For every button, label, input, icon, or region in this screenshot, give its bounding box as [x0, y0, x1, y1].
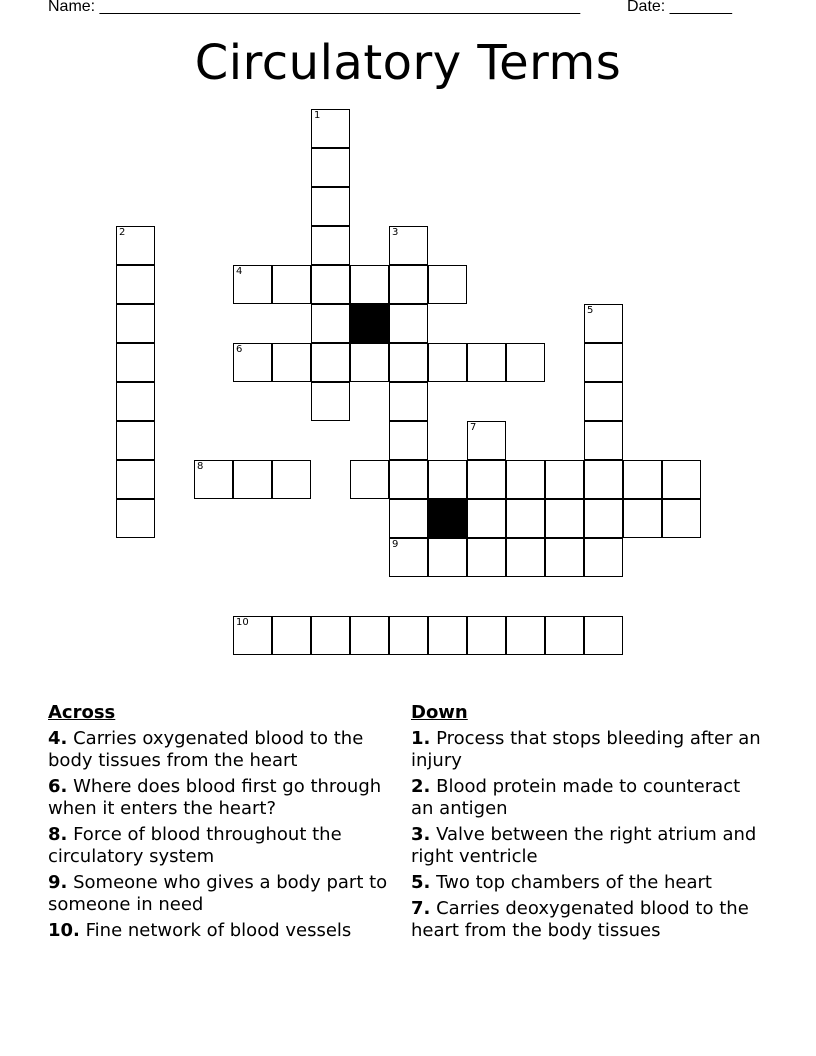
grid-cell[interactable] — [428, 538, 467, 577]
across-clue — [48, 920, 398, 942]
grid-cell[interactable] — [584, 616, 623, 655]
clue-text: Force of blood throughout the circulatory system — [48, 824, 342, 867]
down-heading: Down — [411, 702, 468, 723]
grid-cell[interactable] — [623, 460, 662, 499]
grid-cell[interactable] — [467, 343, 506, 382]
grid-cell[interactable] — [116, 382, 155, 421]
clue-number-label: 10 — [236, 617, 249, 628]
clue-number-label: 7 — [470, 422, 477, 433]
grid-cell[interactable] — [389, 265, 428, 304]
grid-cell[interactable] — [623, 499, 662, 538]
grid-cell[interactable] — [272, 343, 311, 382]
grid-cell[interactable] — [389, 304, 428, 343]
grid-cell[interactable] — [311, 187, 350, 226]
grid-cell[interactable] — [311, 265, 350, 304]
page-title: Circulatory Terms — [194, 35, 622, 91]
clue-number: 5. — [411, 872, 431, 893]
grid-cell[interactable] — [233, 265, 272, 304]
grid-cell[interactable] — [233, 460, 272, 499]
grid-cell[interactable] — [272, 265, 311, 304]
grid-cell[interactable] — [233, 343, 272, 382]
clue-number-label: 1 — [314, 110, 321, 121]
grid-cell[interactable] — [272, 616, 311, 655]
clue-text: Someone who gives a body part to someone in need — [48, 872, 388, 915]
grid-cell[interactable] — [350, 616, 389, 655]
grid-cell[interactable] — [584, 538, 623, 577]
grid-cell[interactable] — [116, 499, 155, 538]
clue-number: 9. — [48, 872, 68, 893]
across-clue — [48, 728, 398, 772]
across-clue — [48, 872, 398, 916]
grid-cell[interactable] — [116, 265, 155, 304]
grid-cell[interactable] — [272, 460, 311, 499]
clue-number: 10. — [48, 920, 80, 941]
grid-cell[interactable] — [545, 538, 584, 577]
clue-text: Two top chambers of the heart — [430, 872, 712, 893]
down-clues — [411, 702, 761, 946]
clue-number: 8. — [48, 824, 68, 845]
clue-number: 2. — [411, 776, 431, 797]
grid-cell[interactable] — [194, 460, 233, 499]
clue-text: Process that stops bleeding after an injury — [411, 728, 761, 771]
grid-cell[interactable] — [467, 538, 506, 577]
clue-number: 1. — [411, 728, 431, 749]
grid-cell[interactable] — [389, 460, 428, 499]
grid-cell[interactable] — [350, 265, 389, 304]
grid-cell[interactable] — [350, 343, 389, 382]
grid-cell[interactable] — [233, 616, 272, 655]
grid-cell[interactable] — [389, 616, 428, 655]
grid-cell[interactable] — [506, 616, 545, 655]
clue-number-label: 3 — [392, 227, 399, 238]
grid-cell[interactable] — [584, 460, 623, 499]
grid-cell[interactable] — [389, 499, 428, 538]
across-clues — [48, 702, 398, 946]
grid-cell[interactable] — [467, 421, 506, 460]
grid-cell[interactable] — [311, 148, 350, 187]
clue-text: Fine network of blood vessels — [79, 920, 352, 941]
grid-cell[interactable] — [506, 538, 545, 577]
grid-cell[interactable] — [389, 421, 428, 460]
clue-text: Where does blood first go through when it enters the heart? — [48, 776, 382, 819]
black-square — [350, 304, 389, 343]
grid-cell[interactable] — [506, 460, 545, 499]
clue-number: 7. — [411, 898, 431, 919]
down-clue — [411, 728, 761, 772]
grid-cell[interactable] — [428, 265, 467, 304]
grid-cell[interactable] — [428, 616, 467, 655]
black-square — [428, 499, 467, 538]
grid-cell[interactable] — [584, 499, 623, 538]
grid-cell[interactable] — [311, 109, 350, 148]
grid-cell[interactable] — [389, 538, 428, 577]
grid-cell[interactable] — [428, 343, 467, 382]
grid-cell[interactable] — [545, 460, 584, 499]
grid-cell[interactable] — [350, 460, 389, 499]
clue-number-label: 6 — [236, 344, 243, 355]
clue-number-label: 4 — [236, 266, 243, 277]
clue-number-label: 5 — [587, 305, 594, 316]
across-heading: Across — [48, 702, 116, 723]
grid-cell[interactable] — [116, 343, 155, 382]
grid-cell[interactable] — [584, 421, 623, 460]
grid-cell[interactable] — [506, 343, 545, 382]
grid-cell[interactable] — [389, 343, 428, 382]
date-field-label: Date: _______ — [627, 0, 732, 15]
grid-cell[interactable] — [662, 499, 701, 538]
down-clue — [411, 872, 761, 894]
grid-cell[interactable] — [116, 226, 155, 265]
clue-number: 3. — [411, 824, 431, 845]
grid-cell[interactable] — [311, 343, 350, 382]
grid-cell[interactable] — [584, 304, 623, 343]
grid-cell[interactable] — [389, 226, 428, 265]
grid-cell[interactable] — [467, 616, 506, 655]
grid-cell[interactable] — [545, 499, 584, 538]
clue-text: Carries oxygenated blood to the body tissues from the heart — [48, 728, 364, 771]
down-clue — [411, 898, 761, 942]
across-clue — [48, 824, 398, 868]
grid-cell[interactable] — [389, 382, 428, 421]
grid-cell[interactable] — [311, 616, 350, 655]
clue-text: Blood protein made to counteract an antigen — [411, 776, 741, 819]
grid-cell[interactable] — [116, 421, 155, 460]
clue-number: 6. — [48, 776, 68, 797]
down-clue — [411, 824, 761, 868]
down-clue — [411, 776, 761, 820]
clue-text: Valve between the right atrium and right ventricle — [411, 824, 757, 867]
grid-cell[interactable] — [506, 499, 545, 538]
clue-number: 4. — [48, 728, 68, 749]
clue-number-label: 2 — [119, 227, 126, 238]
grid-cell[interactable] — [584, 343, 623, 382]
grid-cell[interactable] — [116, 460, 155, 499]
grid-cell[interactable] — [116, 304, 155, 343]
grid-cell[interactable] — [428, 460, 467, 499]
grid-cell[interactable] — [311, 226, 350, 265]
grid-cell[interactable] — [662, 460, 701, 499]
grid-cell[interactable] — [311, 382, 350, 421]
grid-cell[interactable] — [311, 304, 350, 343]
across-clue — [48, 776, 398, 820]
name-field-label: Name: ______________________________________________________ — [48, 0, 581, 15]
grid-cell[interactable] — [545, 616, 584, 655]
clue-number-label: 8 — [197, 461, 204, 472]
grid-cell[interactable] — [467, 499, 506, 538]
clue-number-label: 9 — [392, 539, 399, 550]
grid-cell[interactable] — [584, 382, 623, 421]
clue-text: Carries deoxygenated blood to the heart from the body tissues — [411, 898, 749, 941]
grid-cell[interactable] — [467, 460, 506, 499]
